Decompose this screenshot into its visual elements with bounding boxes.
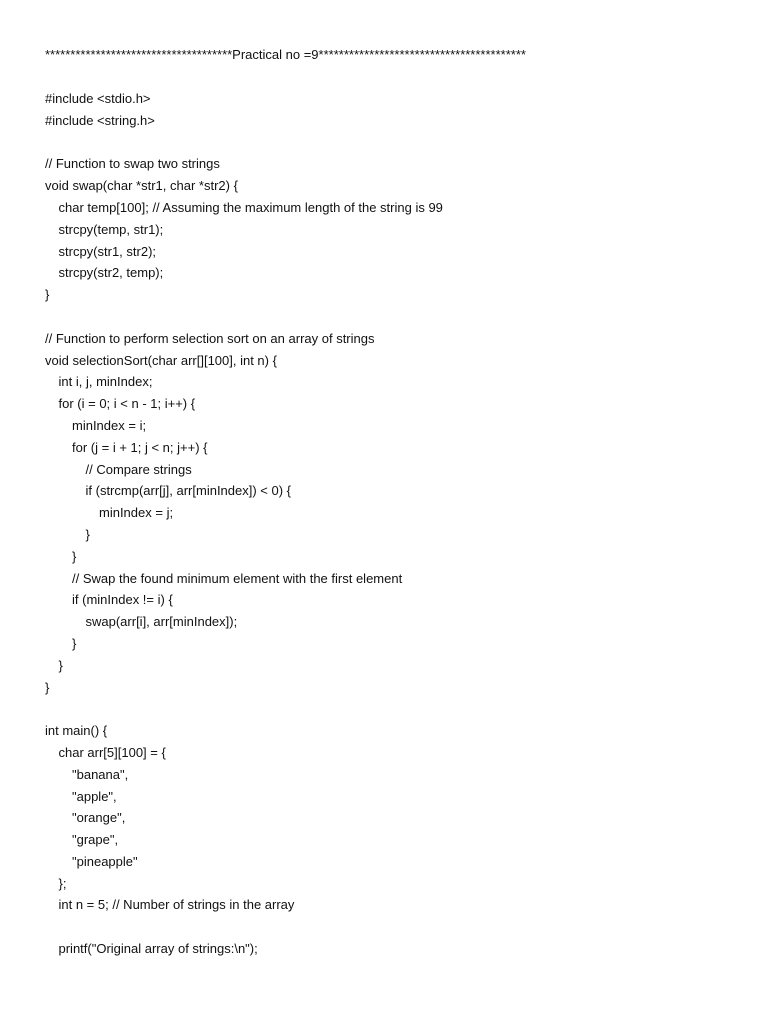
code-line: if (strcmp(arr[j], arr[minIndex]) < 0) {: [85, 483, 292, 499]
code-line: [45, 132, 768, 154]
practical-header: *************************************Practical no =9*****************************************: [45, 47, 526, 62]
code-line: "pineapple": [72, 853, 138, 869]
code-line: for (j = i + 1; j < n; j++) {: [72, 439, 208, 455]
code-line: strcpy(str2, temp);: [58, 265, 164, 281]
code-block: [45, 88, 768, 960]
code-line: if (minIndex != i) {: [72, 592, 173, 608]
code-line: }: [58, 657, 63, 673]
code-line: "grape",: [72, 832, 119, 848]
code-line: void selectionSort(char arr[][100], int n) {: [45, 352, 277, 368]
code-line: minIndex = j;: [99, 505, 174, 521]
code-line: #include <stdio.h>: [45, 91, 151, 106]
code-line: }: [85, 526, 90, 542]
code-line: strcpy(str1, str2);: [58, 243, 157, 259]
code-line: }: [45, 287, 50, 303]
code-line: "apple",: [72, 788, 117, 804]
code-line: char arr[5][100] = {: [58, 744, 166, 760]
code-line: [45, 698, 768, 720]
code-line: [45, 916, 768, 938]
code-line: int n = 5; // Number of strings in the array: [58, 897, 295, 913]
code-line: "banana",: [72, 766, 129, 782]
code-line: }: [72, 548, 77, 564]
code-line: "orange",: [72, 810, 126, 826]
code-line: strcpy(temp, str1);: [58, 221, 164, 237]
code-line: minIndex = i;: [72, 417, 147, 433]
code-line: int main() {: [45, 723, 108, 739]
code-line: };: [58, 875, 67, 891]
code-line: // Swap the found minimum element with the first element: [72, 570, 403, 586]
code-line: char temp[100]; // Assuming the maximum length of the string is 99: [58, 199, 443, 215]
code-line: // Function to perform selection sort on an array of strings: [45, 330, 375, 346]
code-line: }: [72, 635, 77, 651]
code-line: #include <string.h>: [45, 112, 155, 128]
code-line: swap(arr[i], arr[minIndex]);: [85, 614, 238, 630]
code-line: [45, 306, 768, 328]
code-line: printf("Original array of strings:\n");: [58, 941, 258, 957]
code-line: // Compare strings: [85, 461, 192, 477]
code-line: }: [45, 679, 50, 695]
code-line: void swap(char *str1, char *str2) {: [45, 178, 238, 194]
code-line: // Function to swap two strings: [45, 156, 220, 172]
code-line: for (i = 0; i < n - 1; i++) {: [58, 396, 196, 412]
code-line: int i, j, minIndex;: [58, 374, 153, 390]
